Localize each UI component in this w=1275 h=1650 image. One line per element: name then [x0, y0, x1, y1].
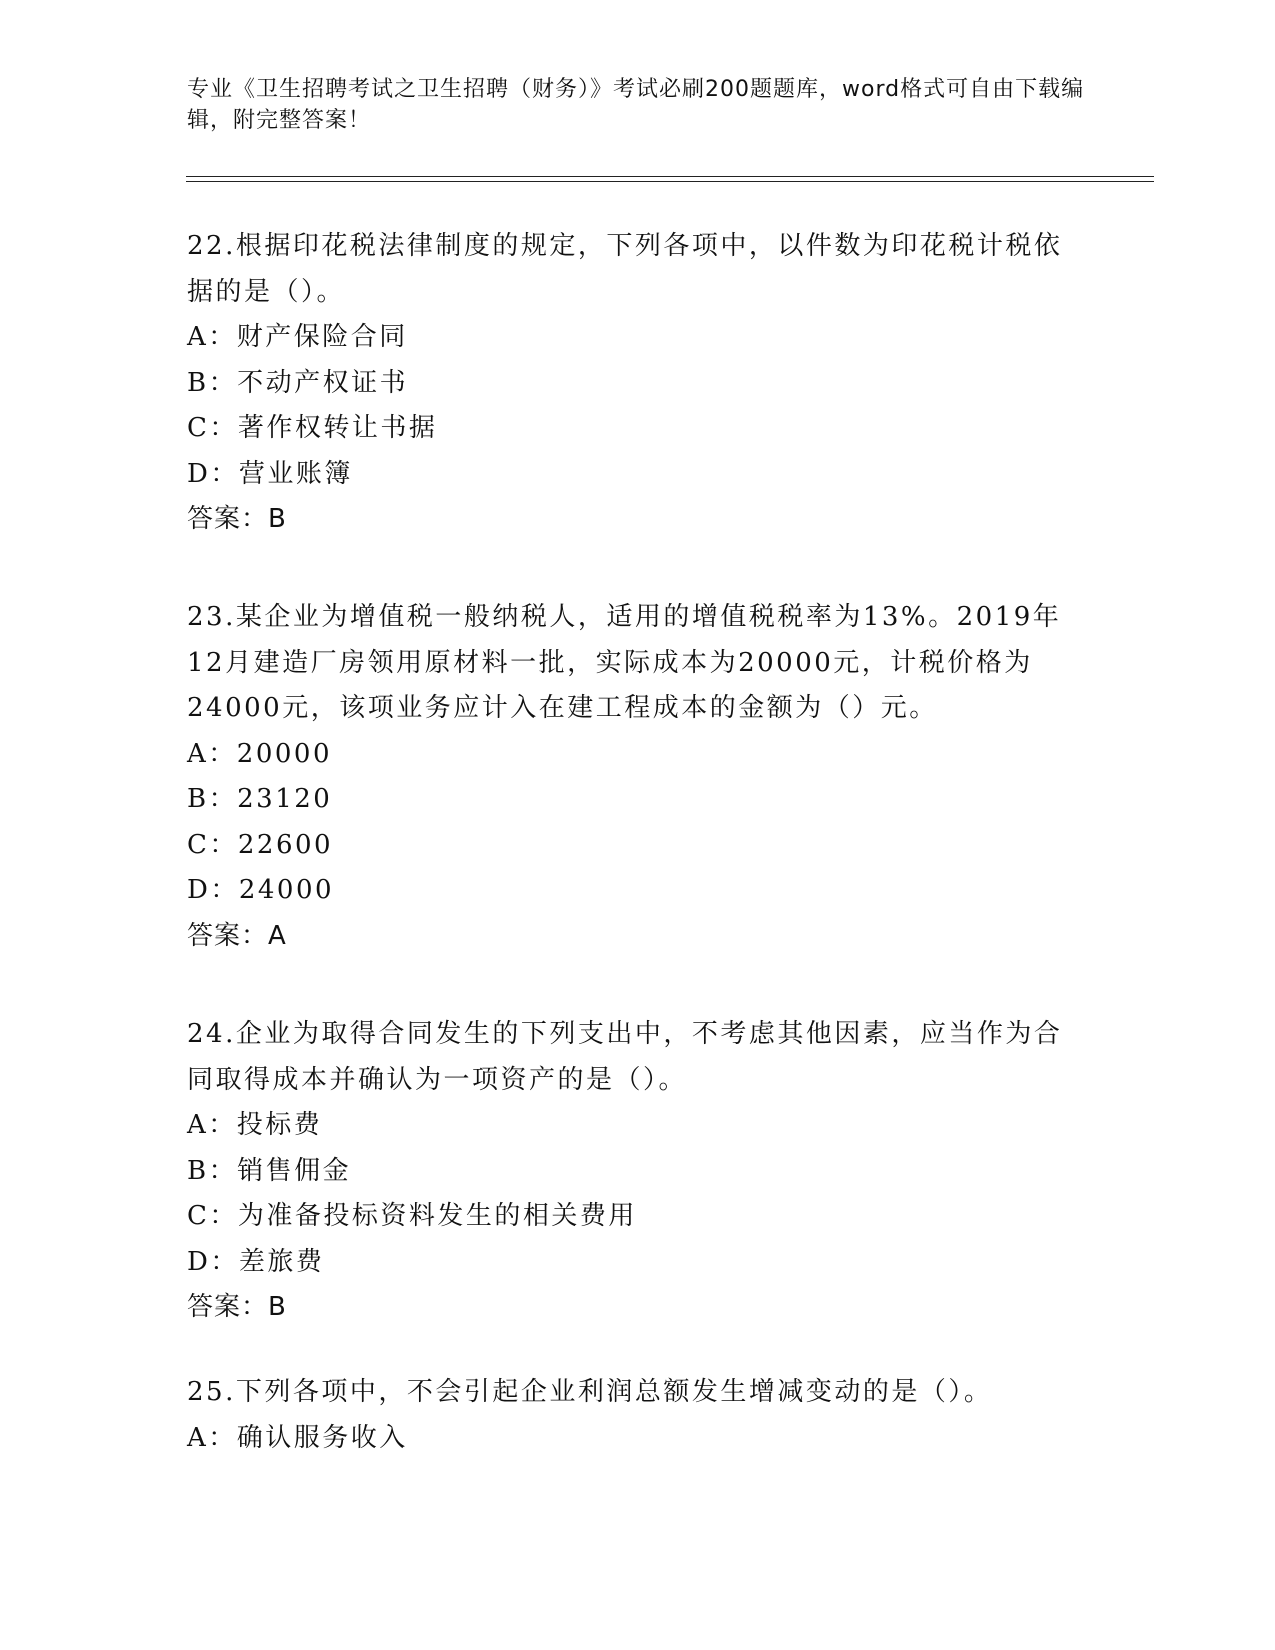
question-text: 25.下列各项中，不会引起企业利润总额发生增减变动的是（）。 — [187, 1377, 993, 1407]
answer-value: A — [268, 920, 287, 951]
answer-label: 答案： — [187, 920, 269, 951]
option-c: C：22600 — [187, 829, 334, 860]
answer-value: B — [268, 504, 287, 534]
header-text: 专业《卫生招聘考试之卫生招聘（财务）》考试必刷200题题库，word格式可自由下载编辑，附完整答案！ — [187, 77, 1085, 133]
option-a: A：20000 — [187, 738, 332, 769]
question-item — [187, 224, 1087, 543]
answer-label: 答案： — [187, 504, 269, 534]
option-b: B：不动产权证书 — [187, 367, 409, 398]
option-a: A：财产保险合同 — [187, 322, 408, 352]
option-d: D：24000 — [187, 875, 335, 905]
question-item — [187, 1012, 1087, 1331]
option-c: C：著作权转让书据 — [187, 413, 438, 443]
answer-label: 答案： — [187, 1292, 269, 1322]
question-text: 24.企业为取得合同发生的下列支出中，不考虑其他因素，应当作为合同取得成本并确认为一项资产的是（）。 — [187, 1019, 1063, 1095]
option-b: B：销售佣金 — [187, 1155, 352, 1186]
answer-line — [187, 1285, 1087, 1331]
option-c: C：为准备投标资料发生的相关费用 — [187, 1201, 637, 1231]
question-item — [187, 595, 1087, 959]
question-text: 22.根据印花税法律制度的规定，下列各项中，以件数为印花税计税依据的是（）。 — [187, 231, 1063, 307]
question-item — [187, 1370, 1087, 1461]
question-text: 23.某企业为增值税一般纳税人，适用的增值税税率为13%。2019年12月建造厂房领用原材料一批，实际成本为20000元，计税价格为24000元，该项业务应计入在建工程成本的金额为（）元。 — [187, 602, 1062, 723]
option-d: D：差旅费 — [187, 1246, 325, 1277]
option-a: A：投标费 — [187, 1110, 323, 1140]
answer-line — [187, 497, 1087, 543]
header-divider-bottom — [186, 181, 1154, 182]
option-a: A：确认服务收入 — [187, 1422, 408, 1453]
header-divider-top — [186, 176, 1154, 177]
option-b: B：23120 — [187, 784, 333, 814]
document-header — [187, 74, 1087, 136]
option-d: D：营业账簿 — [187, 458, 353, 489]
answer-value: B — [268, 1292, 287, 1322]
answer-line — [187, 914, 1087, 960]
